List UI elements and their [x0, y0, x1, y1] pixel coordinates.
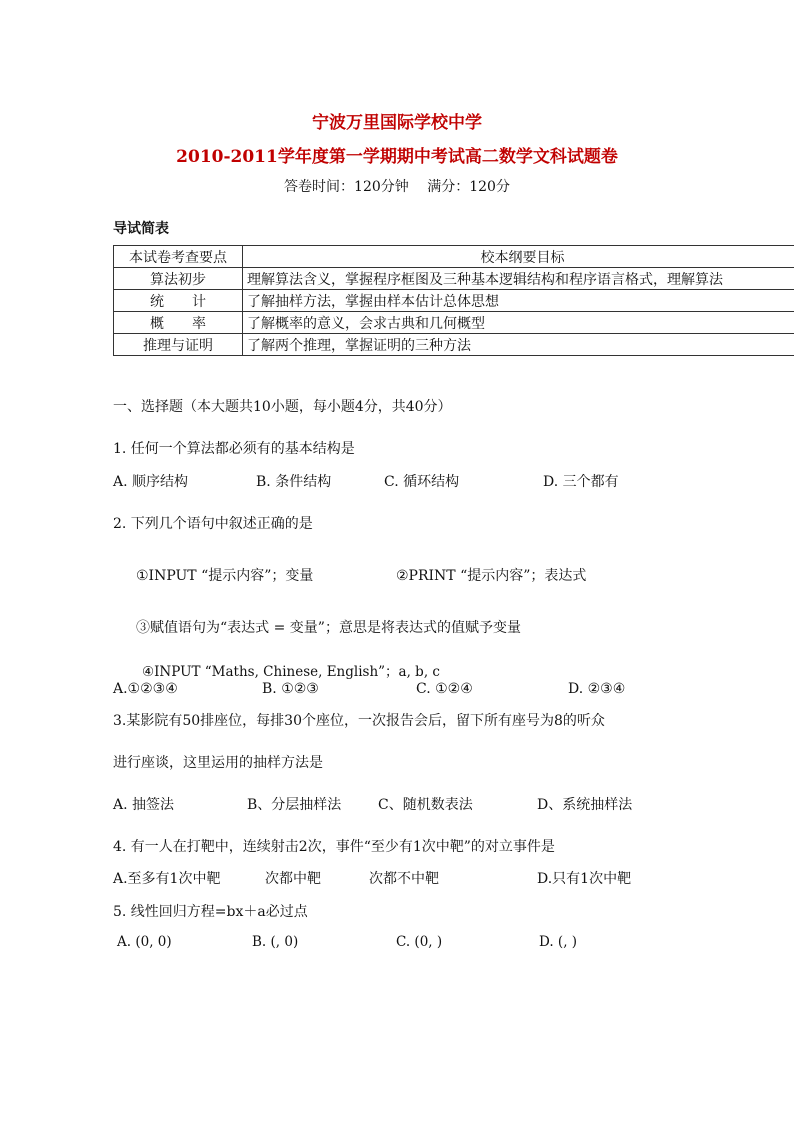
- q1-option-a: A. 顺序结构: [113, 474, 189, 490]
- table-header-row: [114, 246, 794, 268]
- school-name: 宁波万里国际学校中学: [312, 113, 482, 133]
- table-cell: 理解算法含义，掌握程序框图及三种基本逻辑结构和程序语言格式，理解算法: [243, 268, 794, 290]
- q4-option-d: D.只有1次中靶: [537, 871, 632, 887]
- table-header-cell: 本试卷考查要点: [114, 246, 243, 268]
- q1-option-c: C. 循环结构: [384, 474, 460, 490]
- q3-option-a: A. 抽签法: [113, 797, 175, 813]
- q1-option-b: B. 条件结构: [256, 474, 332, 490]
- exam-title: 2010-2011学年度第一学期期中考试高二数学文科试题卷: [176, 147, 618, 167]
- q2-statement-3: ③赋值语句为“表达式 = 变量”；意思是将表达式的值赋予变量: [136, 620, 521, 636]
- question-4-stem: 4. 有一人在打靶中，连续射击2次，事件“至少有1次中靶”的对立事件是: [113, 839, 555, 855]
- table-row: [114, 312, 794, 334]
- table-cell: 推理与证明: [114, 334, 243, 356]
- q4-option-c: 次都不中靶: [369, 871, 439, 887]
- q2-statement-1: ①INPUT “提示内容”；变量: [136, 568, 314, 584]
- q2-option-b: B. ①②③: [262, 681, 319, 697]
- q3-option-d: D、系统抽样法: [537, 797, 633, 813]
- table-cell: 了解抽样方法，掌握由样本估计总体思想: [243, 290, 794, 312]
- question-3-stem-line-1: 3.某影院有50排座位，每排30个座位，一次报告会后，留下所有座号为8的听众: [113, 713, 605, 729]
- q1-option-d: D. 三个都有: [543, 474, 619, 490]
- q2-option-a: A.①②③④: [113, 681, 178, 697]
- guide-table: [113, 245, 794, 356]
- table-cell: 了解概率的意义，会求古典和几何概型: [243, 312, 794, 334]
- question-2-stem: 2. 下列几个语句中叙述正确的是: [113, 516, 313, 532]
- table-row: [114, 290, 794, 312]
- guide-heading: 导试简表: [113, 221, 169, 237]
- section-heading: 一、选择题（本大题共10小题，每小题4分，共40分）: [113, 399, 452, 415]
- table-cell: 统 计: [114, 290, 243, 312]
- q4-option-b: 次都中靶: [265, 871, 321, 887]
- q2-statement-2: ②PRINT “提示内容”；表达式: [396, 568, 587, 584]
- q2-statement-4: ④INPUT “Maths, Chinese, English”；a, b, c: [142, 664, 440, 680]
- question-5-stem: 5. 线性回归方程=bx＋a必过点: [113, 904, 308, 920]
- q3-option-b: B、分层抽样法: [247, 797, 342, 813]
- table-cell: 算法初步: [114, 268, 243, 290]
- table-header-cell: 校本纲要目标: [243, 246, 794, 268]
- question-3-stem-line-2: 进行座谈，这里运用的抽样方法是: [113, 755, 323, 771]
- q2-option-c: C. ①②④: [416, 681, 473, 697]
- q5-option-b: B. (, 0): [252, 934, 299, 950]
- q5-option-c: C. (0, ): [396, 934, 443, 950]
- exam-time-info: 答卷时间：120分钟 满分：120分: [284, 179, 510, 195]
- q3-option-c: C、随机数表法: [378, 797, 473, 813]
- q4-option-a: A.至多有1次中靶: [113, 871, 221, 887]
- q5-option-d: D. (, ): [539, 934, 578, 950]
- table-row: [114, 268, 794, 290]
- question-1-stem: 1. 任何一个算法都必须有的基本结构是: [113, 441, 355, 457]
- table-row: [114, 334, 794, 356]
- q2-option-d: D. ②③④: [568, 681, 626, 697]
- table-cell: 了解两个推理，掌握证明的三种方法: [243, 334, 794, 356]
- table-cell: 概 率: [114, 312, 243, 334]
- q5-option-a: A. (0, 0): [117, 934, 172, 950]
